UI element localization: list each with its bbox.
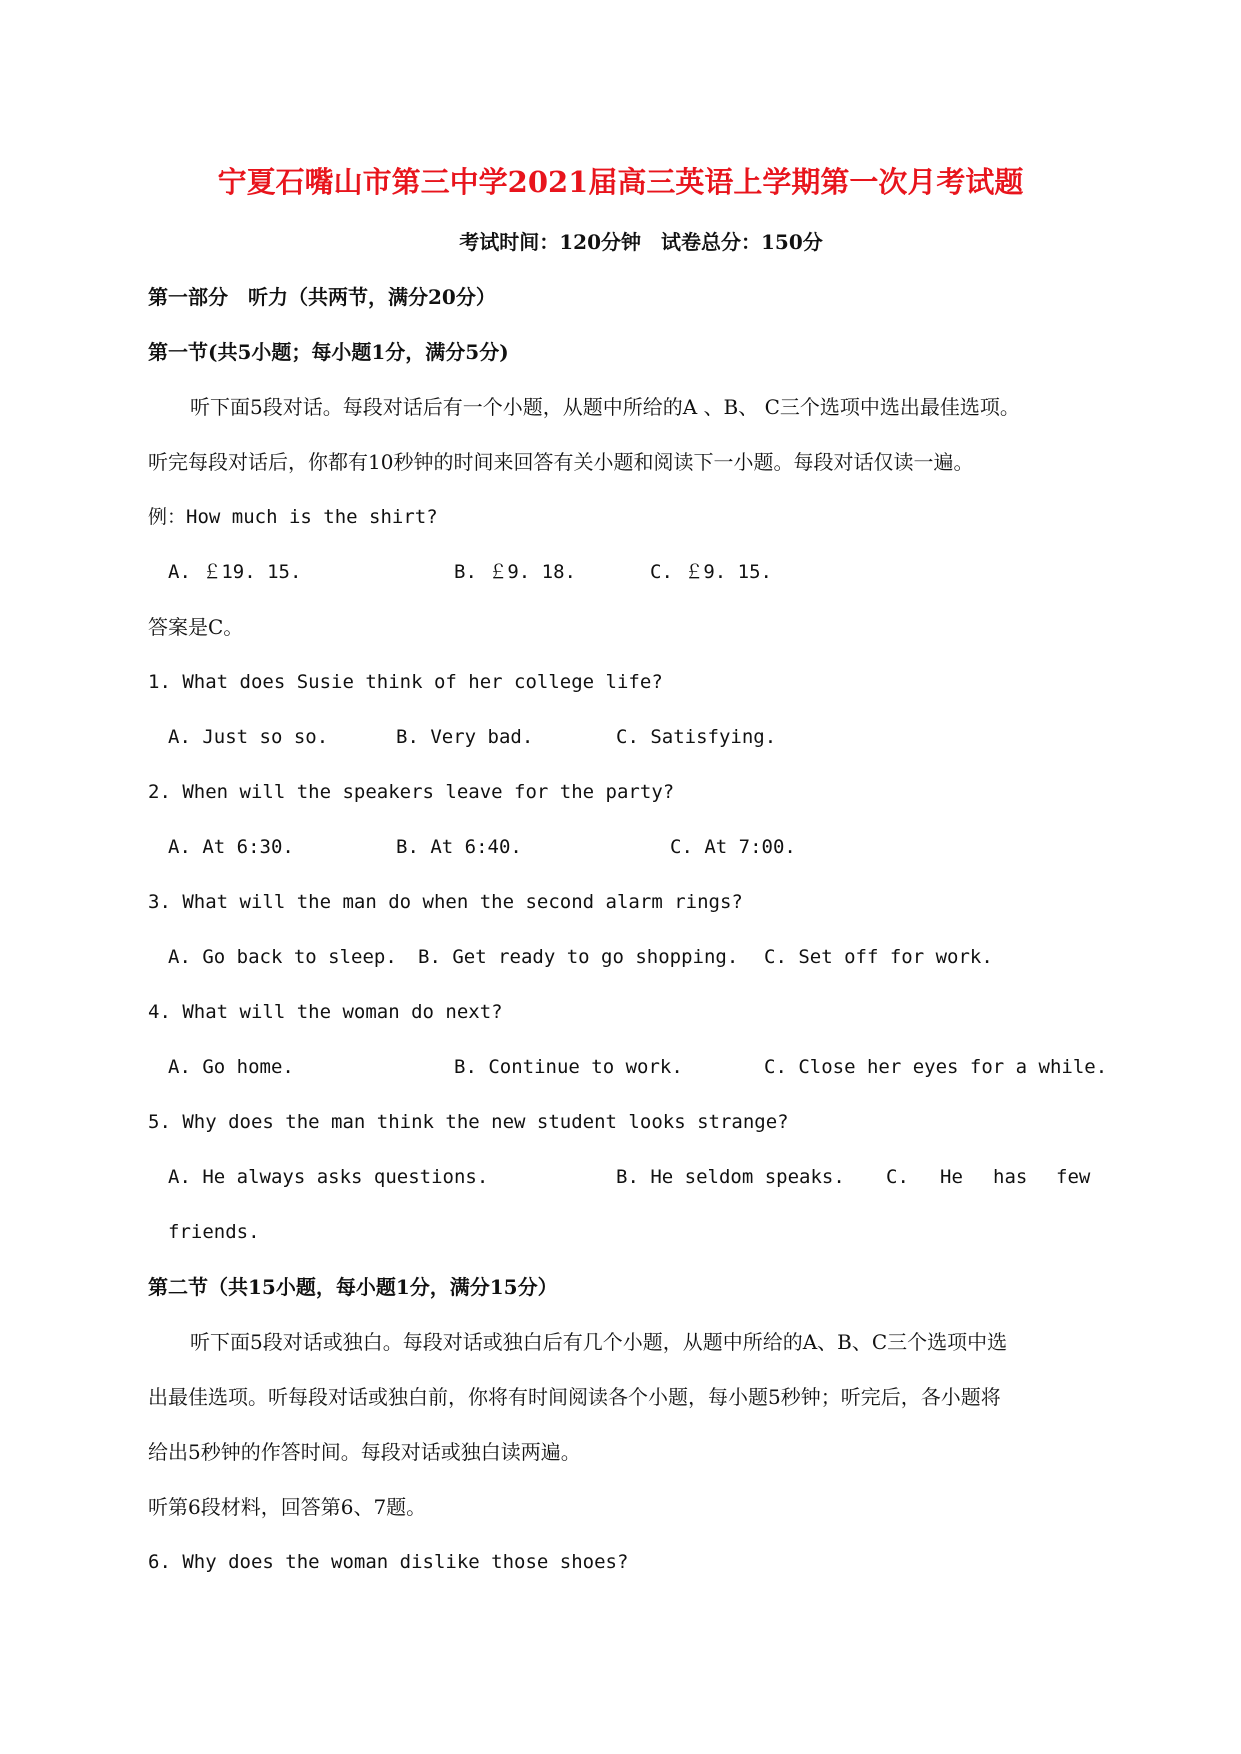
q1-option-c: C. Satisfying. bbox=[616, 726, 777, 748]
question-3: 3. What will the man do when the second alarm rings? bbox=[148, 891, 743, 913]
q1-option-b: B. Very bad. bbox=[396, 726, 534, 748]
q2-option-c: C. At 7:00. bbox=[670, 836, 796, 858]
q5-option-c-continued: friends. bbox=[168, 1221, 260, 1243]
q3-option-a: A. Go back to sleep. bbox=[168, 946, 397, 968]
q3-option-c: C. Set off for work. bbox=[764, 946, 993, 968]
question-6: 6. Why does the woman dislike those shoes? bbox=[148, 1551, 629, 1573]
q5-option-c-word: has bbox=[993, 1166, 1028, 1188]
example-option-b: B. ￡9. 18. bbox=[454, 561, 576, 583]
question-1: 1. What does Susie think of her college life? bbox=[148, 671, 663, 693]
part1-heading: 第一部分 听力（共两节，满分20分） bbox=[148, 285, 496, 309]
question-4: 4. What will the woman do next? bbox=[148, 1001, 503, 1023]
exam-info: 考试时间：120分钟 试卷总分：150分 bbox=[459, 230, 823, 254]
q5-option-c-word: He bbox=[940, 1166, 963, 1188]
section2-heading: 第二节（共15小题，每小题1分，满分15分） bbox=[148, 1275, 558, 1299]
section1-instruction-1: 听下面5段对话。每段对话后有一个小题，从题中所给的A 、B、 C三个选项中选出最佳选项。 bbox=[190, 395, 1020, 419]
example-option-c: C. ￡9. 15. bbox=[650, 561, 772, 583]
q5-option-c-label: C. bbox=[886, 1166, 909, 1188]
example-question: 例：How much is the shirt? bbox=[148, 506, 438, 528]
q4-option-b: B. Continue to work. bbox=[454, 1056, 683, 1078]
q5-option-b: B. He seldom speaks. bbox=[616, 1166, 845, 1188]
q5-option-c-word: few bbox=[1056, 1166, 1091, 1188]
page-title: 宁夏石嘴山市第三中学2021届高三英语上学期第一次月考试题 bbox=[217, 165, 1024, 199]
q5-option-a: A. He always asks questions. bbox=[168, 1166, 489, 1188]
example-answer: 答案是C。 bbox=[148, 615, 244, 639]
q1-option-a: A. Just so so. bbox=[168, 726, 329, 748]
question-5: 5. Why does the man think the new student looks strange? bbox=[148, 1111, 789, 1133]
section2-instruction-1: 听下面5段对话或独白。每段对话或独白后有几个小题，从题中所给的A、B、C三个选项中选 bbox=[190, 1330, 1008, 1354]
question-2: 2. When will the speakers leave for the party? bbox=[148, 781, 675, 803]
q2-option-b: B. At 6:40. bbox=[396, 836, 522, 858]
material-6-note: 听第6段材料，回答第6、7题。 bbox=[148, 1495, 427, 1519]
q4-option-a: A. Go home. bbox=[168, 1056, 294, 1078]
q3-option-b: B. Get ready to go shopping. bbox=[418, 946, 739, 968]
section1-heading: 第一节(共5小题；每小题1分，满分5分) bbox=[148, 340, 509, 364]
q4-option-c: C. Close her eyes for a while. bbox=[764, 1056, 1108, 1078]
section2-instruction-2: 出最佳选项。听每段对话或独白前，你将有时间阅读各个小题，每小题5秒钟；听完后，各小题将 bbox=[148, 1385, 1001, 1409]
section1-instruction-2: 听完每段对话后，你都有10秒钟的时间来回答有关小题和阅读下一小题。每段对话仅读一遍。 bbox=[148, 450, 974, 474]
example-option-a: A. ￡19. 15. bbox=[168, 561, 302, 583]
section2-instruction-3: 给出5秒钟的作答时间。每段对话或独白读两遍。 bbox=[148, 1440, 581, 1464]
q2-option-a: A. At 6:30. bbox=[168, 836, 294, 858]
